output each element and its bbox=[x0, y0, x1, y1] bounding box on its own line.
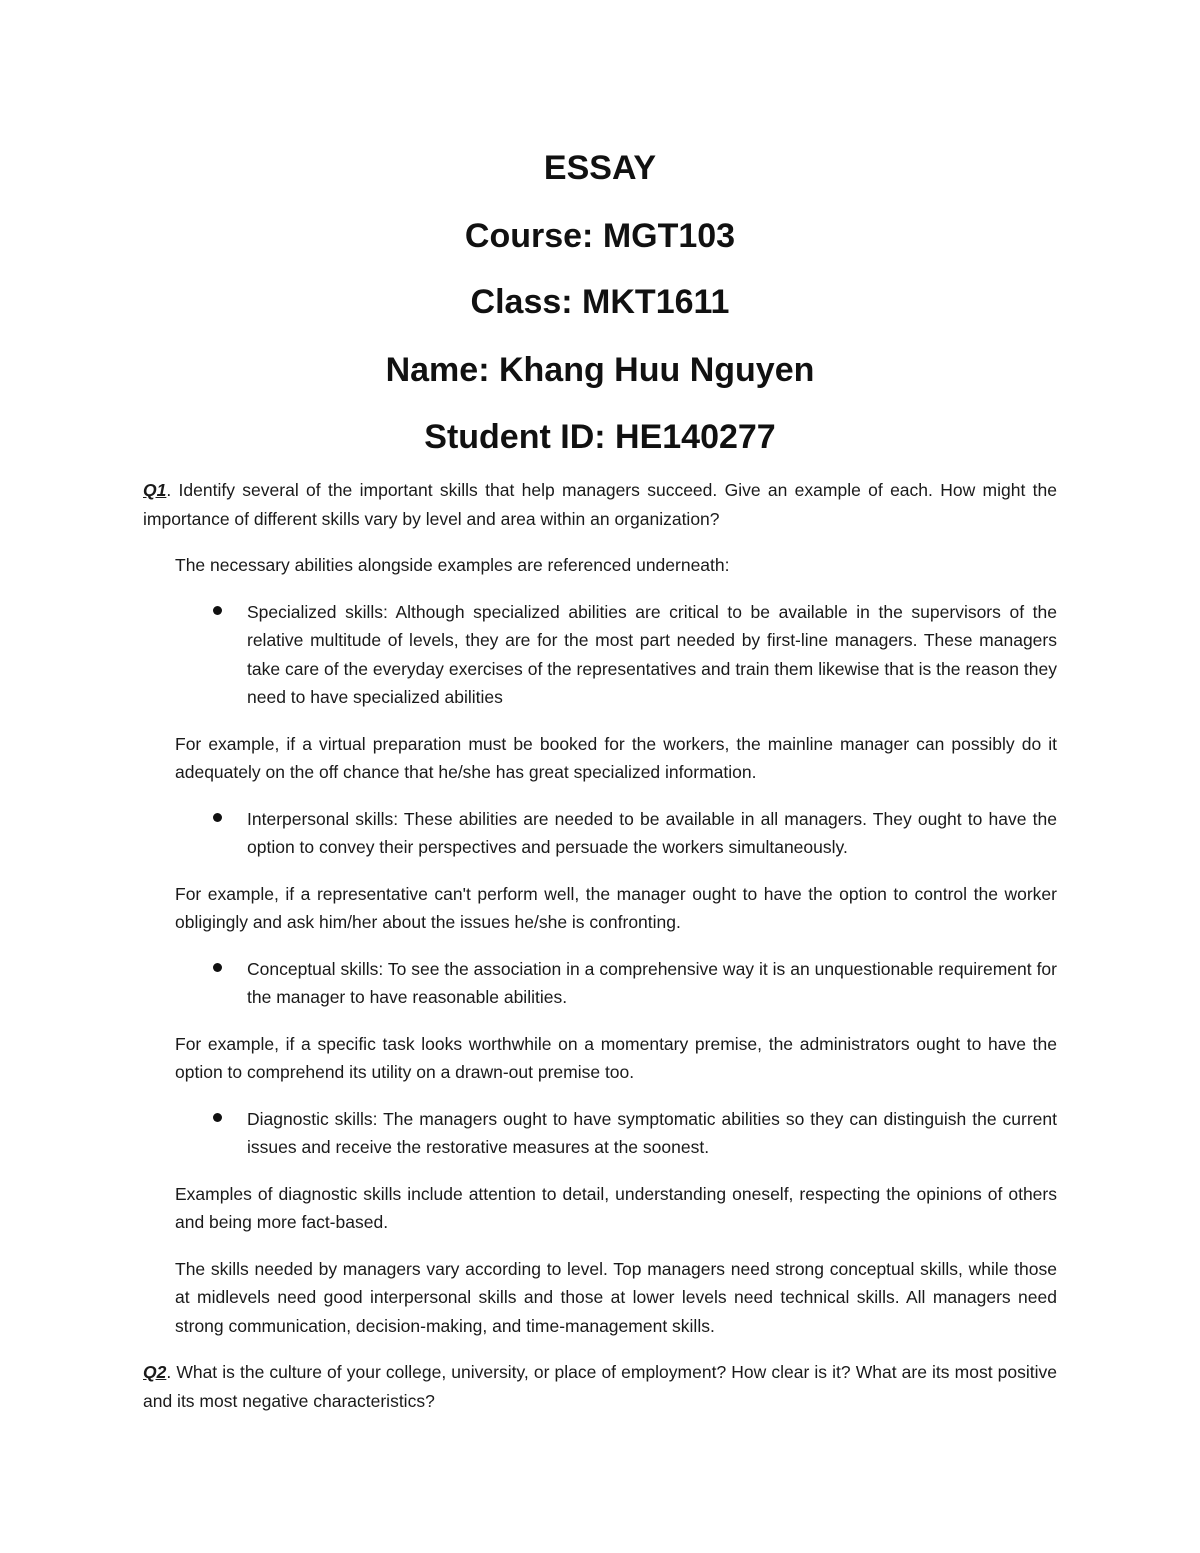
bullet-text: Interpersonal skills: These abilities are needed to be available in all managers. They ought to have the option to convey their perspectives and persuade the workers simultaneously. bbox=[247, 808, 1057, 857]
bullet-diagnostic-skills bbox=[143, 1105, 1057, 1162]
example-paragraph: For example, if a virtual preparation must be booked for the workers, the mainline manager can possibly do it adequately on the off chance that he/she has great specialized information. bbox=[175, 733, 1057, 782]
example-paragraph: For example, if a specific task looks worthwhile on a momentary premise, the administrators ought to have the option to comprehend its utility on a drawn-out premise too. bbox=[175, 1033, 1057, 1082]
q2-label: Q2 bbox=[143, 1362, 167, 1382]
q1-text: . Identify several of the important skills that help managers succeed. Give an example of each. How might the importance of different skills vary by level and area within an organization? bbox=[143, 480, 1057, 529]
course-line: Course: MGT103 bbox=[464, 217, 736, 255]
essay-body bbox=[143, 476, 1057, 1415]
q1-conclusion: The skills needed by managers vary according to level. Top managers need strong conceptual skills, while those at midlevels need good interpersonal skills and those at lower levels need technical skills. All managers need strong communication, decision-making, and time-management skills. bbox=[175, 1258, 1057, 1336]
q1-question bbox=[143, 476, 1057, 533]
document-title: ESSAY bbox=[543, 149, 657, 187]
bullet-specialized-skills bbox=[143, 598, 1057, 712]
bullet-text: Diagnostic skills: The managers ought to have symptomatic abilities so they can distinguish the current issues and receive the restorative measures at the soonest. bbox=[247, 1108, 1057, 1157]
q2-text: . What is the culture of your college, university, or place of employment? How clear is it? What are its most positive and its most negative characteristics? bbox=[143, 1362, 1057, 1411]
student-id-line: Student ID: HE140277 bbox=[424, 418, 776, 456]
bullet-icon bbox=[213, 813, 222, 822]
bullet-interpersonal-skills bbox=[143, 805, 1057, 862]
class-line: Class: MKT1611 bbox=[470, 283, 730, 321]
example-paragraph: For example, if a representative can't perform well, the manager ought to have the option to control the worker obligingly and ask him/her about the issues he/she is confronting. bbox=[175, 883, 1057, 932]
bullet-conceptual-skills bbox=[143, 955, 1057, 1012]
q1-intro: The necessary abilities alongside examples are referenced underneath: bbox=[175, 555, 730, 575]
q2-question bbox=[143, 1358, 1057, 1415]
bullet-text: Conceptual skills: To see the association in a comprehensive way it is an unquestionable requirement for the manager to have reasonable abilities. bbox=[247, 958, 1057, 1007]
bullet-text: Specialized skills: Although specialized abilities are critical to be available in the supervisors of the relative multitude of levels, they are for the most part needed by first-line managers. These managers take care of the everyday exercises of the representatives and train them likewise that is the reason they need to have specialized abilities bbox=[247, 601, 1057, 707]
bullet-icon bbox=[213, 606, 222, 615]
q1-label: Q1 bbox=[143, 480, 167, 500]
bullet-icon bbox=[213, 1113, 222, 1122]
example-paragraph: Examples of diagnostic skills include attention to detail, understanding oneself, respecting the opinions of others and being more fact-based. bbox=[175, 1183, 1057, 1232]
bullet-icon bbox=[213, 963, 222, 972]
name-line: Name: Khang Huu Nguyen bbox=[385, 351, 815, 389]
